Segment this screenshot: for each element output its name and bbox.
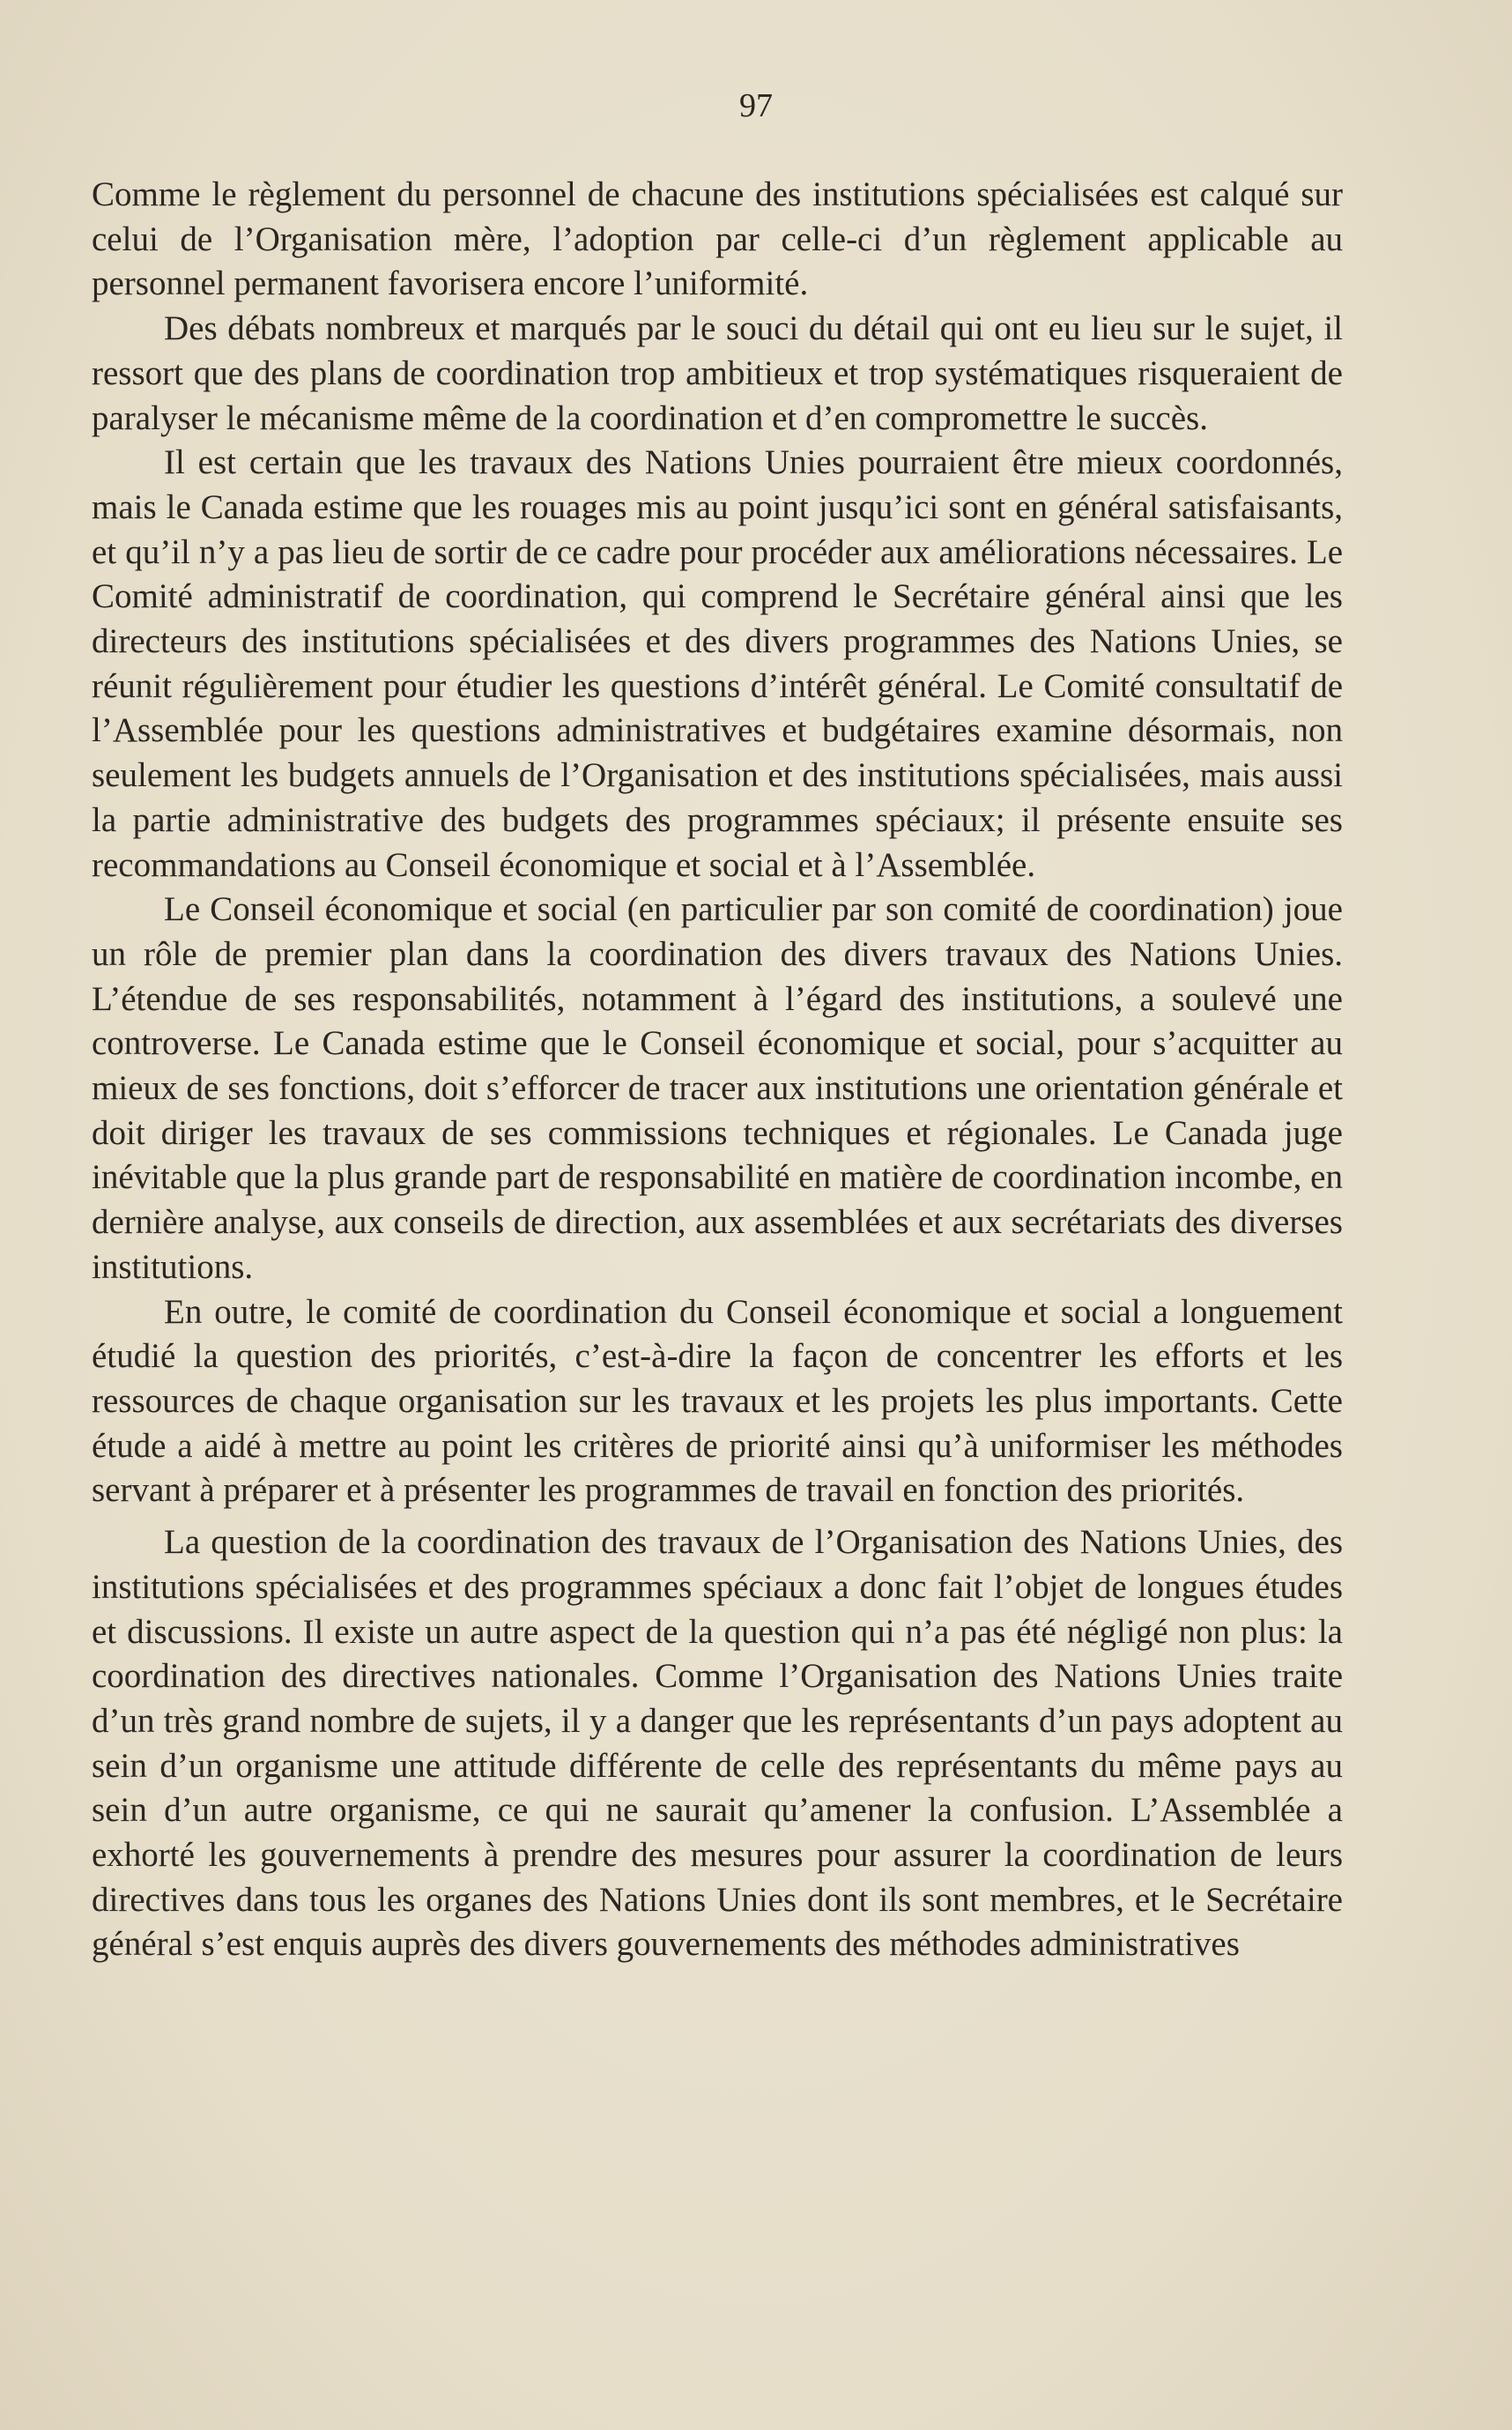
paragraph-4: Le Conseil économique et social (en particulier par son comité de coordination) joue un rôle de premier plan dans la coordination des divers travaux des Nations Unies. L’étendue de ses responsabilités, notamment à l’égard des institutions, a soulevé une controverse. Le Canada estime que le Conseil économique et social, pour s’acquitter au mieux de ses fonctions, doit s’efforcer de tracer aux institutions une orientation générale et doit diriger les travaux de ses commissions techniques et régionales. Le Canada juge inévitable que la plus grande part de responsabilité en matière de coordination incombe, en dernière analyse, aux conseils de direction, aux assemblées et aux secrétariats des diverses institutions. (92, 890, 1343, 1286)
paragraph-1: Comme le règlement du personnel de chacune des institutions spécialisées est calqué sur celui de l’Organisation mère, l’adoption par celle-ci d’un règlement applicable au personnel permanent favorisera encore l’uniformité. (92, 175, 1343, 303)
paragraph-2: Des débats nombreux et marqués par le souci du détail qui ont eu lieu sur le sujet, il ressort que des plans de coordination trop ambitieux et trop systématiques risqueraient de paralyser le mécanisme même de la coordination et d’en compromettre le succès. (92, 309, 1343, 437)
paragraph-6: La question de la coordination des travaux de l’Organisation des Nations Unies, des institutions spécialisées et des programmes spéciaux a donc fait l’objet de longues études et discussions. Il existe un autre aspect de la question qui n’a pas été négligé non plus: la coordination des directives nationales. Comme l’Organisation des Nations Unies traite d’un très grand nombre de sujets, il y a danger que les représentants d’un pays adoptent au sein d’un organisme une attitude différente de celle des représentants du même pays au sein d’un autre organisme, ce qui ne saurait qu’amener la confusion. L’Assemblée a exhorté les gouvernements à prendre des mesures pour assurer la coordination de leurs directives dans tous les organes des Nations Unies dont ils sont membres, et le Secrétaire général s’est enquis auprès des divers gouvernements des méthodes administratives (92, 1523, 1343, 1964)
paragraph-5: En outre, le comité de coordination du Conseil économique et social a longuement étudié la question des priorités, c’est-à-dire la façon de concentrer les efforts et les ressources de chaque organisation sur les travaux et les projets les plus importants. Cette étude a aidé à mettre au point les critères de priorité ainsi qu’à uniformiser les méthodes servant à préparer et à présenter les programmes de travail en fonction des priorités. (92, 1292, 1343, 1510)
body-text (92, 173, 1343, 1967)
paragraph-3: Il est certain que les travaux des Nations Unies pourraient être mieux coordonnés, mais le Canada estime que les rouages mis au point jusqu’ici sont en général satisfaisants, et qu’il n’y a pas lieu de sortir de ce cadre pour procéder aux améliorations nécessaires. Le Comité administratif de coordination, qui comprend le Secrétaire général ainsi que les directeurs des institutions spécialisées et des divers programmes des Nations Unies, se réunit régulièrement pour étudier les questions d’intérêt général. Le Comité consultatif de l’Assemblée pour les questions administratives et budgétaires examine désormais, non seulement les budgets annuels de l’Organisation et des institutions spécialisées, mais aussi la partie administrative des budgets des programmes spéciaux; il présente ensuite ses recommandations au Conseil économique et social et à l’Assemblée. (92, 443, 1343, 884)
page-number: 97 (739, 87, 773, 124)
